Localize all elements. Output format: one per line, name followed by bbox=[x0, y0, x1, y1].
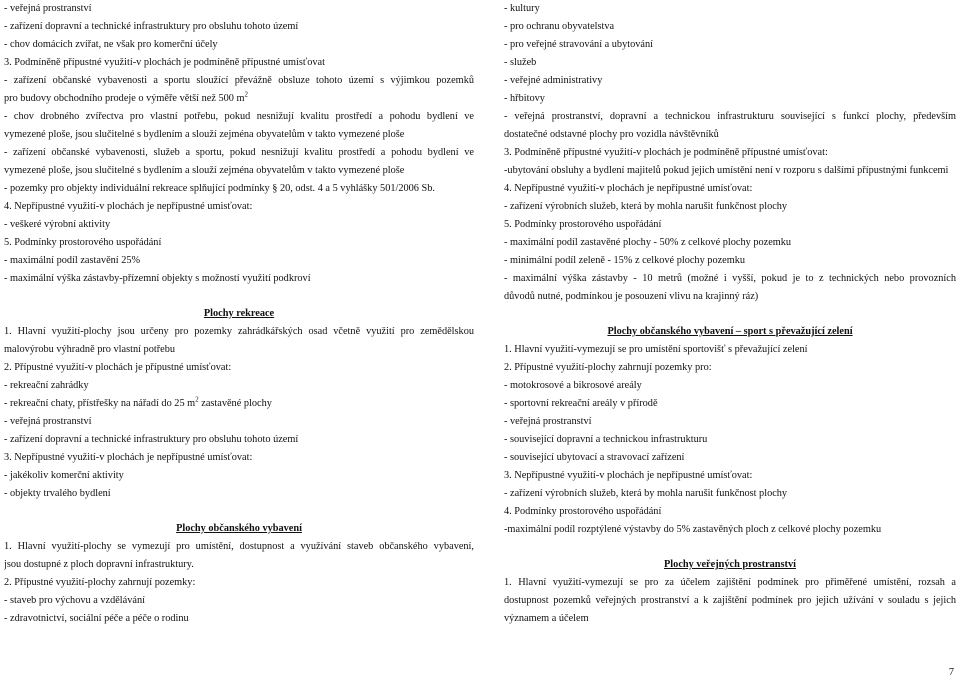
text-line bbox=[4, 90, 474, 108]
text-line: - jakékoliv komerční aktivity bbox=[4, 470, 124, 481]
text-line: 5. Podmínky prostorového uspořádání bbox=[4, 237, 162, 248]
text-line: - zařízení výrobních služeb, která by mohla narušit funkčnost plochy bbox=[504, 488, 788, 499]
right-column bbox=[504, 0, 956, 628]
text-line: dostupnost pozemků veřejných prostranství a k zajištění podmínek pro jejich užívání v souladu s jejich bbox=[504, 595, 956, 606]
text-line: - kultury bbox=[504, 3, 540, 14]
text-span: pro budovy obchodního prodeje o výměře větší než 500 m bbox=[4, 93, 245, 104]
text-line: - služeb bbox=[504, 57, 537, 68]
text-line: - související ubytovací a stravovací zařízení bbox=[504, 452, 685, 463]
text-line: 1. Hlavní využití-plochy se vymezují pro umístění, dostupnost a využívání staveb občanského vybavení, bbox=[4, 541, 474, 552]
text-line: - minimální podíl zeleně - 15% z celkové plochy pozemku bbox=[504, 255, 746, 266]
text-line: - sportovní rekreační areály v přírodě bbox=[504, 398, 658, 409]
text-line: - objekty trvalého bydlení bbox=[4, 488, 111, 499]
left-column bbox=[4, 0, 474, 628]
text-line: malovýrobu výhradně pro vlastní potřebu bbox=[4, 344, 176, 355]
text-line: - související dopravní a technickou infrastrukturu bbox=[504, 434, 708, 445]
text-line: - zdravotnictví, sociální péče a péče o rodinu bbox=[4, 613, 189, 624]
text-line: 3. Nepřípustné využití-v plochách je nepřípustné umísťovat: bbox=[504, 470, 753, 481]
text-line: - motokrosové a bikrosové areály bbox=[504, 380, 642, 391]
text-line: - veřejná prostranství bbox=[4, 3, 92, 14]
text-line: - pozemky pro objekty individuální rekreace splňující podmínky § 20, odst. 4 a 5 vyhlášky 501/2006 Sb. bbox=[4, 183, 435, 194]
text-line: vymezené ploše, jsou slučitelné s bydlením a slouží zejména obyvatelům v takto vymezené ploše bbox=[4, 129, 405, 140]
text-line: - maximální výška zástavby-přízemní objekty s možností využití podkroví bbox=[4, 273, 311, 284]
text-line: - staveb pro výchovu a vzdělávání bbox=[4, 595, 145, 606]
text-line: dostatečné odstavné plochy pro vozidla návštěvníků bbox=[504, 129, 719, 140]
text-line: - chov domácích zvířat, ne však pro komerční účely bbox=[4, 39, 218, 50]
text-line: - veřejné administrativy bbox=[504, 75, 603, 86]
text-span: zastavěné plochy bbox=[198, 398, 272, 409]
text-line: - zařízení výrobních služeb, která by mohla narušit funkčnost plochy bbox=[504, 201, 788, 212]
text-line: - zařízení dopravní a technické infrastruktury pro obsluhu tohoto území bbox=[4, 21, 299, 32]
text-line: - zařízení dopravní a technické infrastruktury pro obsluhu tohoto území bbox=[4, 434, 299, 445]
text-line: 4. Nepřípustné využití-v plochách je nepřípustné umísťovat: bbox=[504, 183, 753, 194]
text-line: vymezené ploše, jsou slučitelné s bydlením a slouží zejména obyvatelům v takto vymezené ploše bbox=[4, 165, 405, 176]
text-line: 2. Přípustné využití-plochy zahrnují pozemky: bbox=[4, 577, 196, 588]
text-line bbox=[4, 395, 474, 413]
text-line: - pro veřejné stravování a ubytování bbox=[504, 39, 653, 50]
text-line: 1. Hlavní využití-plochy jsou určeny pro pozemky zahrádkářských osad včetně využití pro zemědělskou bbox=[4, 326, 474, 337]
section-heading: Plochy rekreace bbox=[203, 308, 275, 319]
text-line: - rekreační zahrádky bbox=[4, 380, 89, 391]
text-line: - zařízení občanské vybavenosti a sportu sloužící převážně obsluze tohoto území s výjimkou pozemků bbox=[4, 75, 474, 86]
text-line: - veřejná prostranství bbox=[504, 416, 592, 427]
superscript: 2 bbox=[195, 395, 199, 404]
page-number: 7 bbox=[948, 667, 954, 678]
text-line: - maximální podíl zastavěné plochy - 50% z celkové plochy pozemku bbox=[504, 237, 792, 248]
superscript: 2 bbox=[244, 90, 248, 99]
text-line: 4. Podmínky prostorového uspořádání bbox=[504, 506, 662, 517]
spacer bbox=[4, 503, 474, 520]
text-line: 3. Podmíněně přípustné využití-v plochách je podmíněně přípustné umísťovat: bbox=[504, 147, 828, 158]
text-line: 1. Hlavní využití-vymezují se pro za účelem zajištění podmínek pro přiměřené umístění, rozsah a bbox=[504, 577, 956, 588]
text-span: - rekreační chaty, přístřešky na nářadí do 25 m bbox=[4, 398, 196, 409]
text-line: - chov drobného zvířectva pro vlastní potřebu, pokud nesnižují kvalitu prostředí a pohodu bydlení ve bbox=[4, 111, 474, 122]
text-line: 1. Hlavní využití-vymezují se pro umístění sportovišť s převažující zelení bbox=[504, 344, 808, 355]
text-line: - zařízení občanské vybavenosti, služeb a sportu, pokud nesnižují kvalitu prostředí a pohodu bydlení ve bbox=[4, 147, 474, 158]
text-line: 2. Přípustné využití-v plochách je přípustné umísťovat: bbox=[4, 362, 232, 373]
text-line: 5. Podmínky prostorového uspořádání bbox=[504, 219, 662, 230]
text-line: - hřbitovy bbox=[504, 93, 545, 104]
text-line: - maximální podíl zastavění 25% bbox=[4, 255, 141, 266]
text-line: -ubytování obsluhy a bydlení majitelů pokud jejich umístění není v rozporu s dalšími přípustnými funkcemi bbox=[504, 165, 949, 176]
section-heading: Plochy veřejných prostranství bbox=[664, 559, 796, 570]
spacer bbox=[504, 539, 956, 556]
text-line: - veřejná prostranství bbox=[4, 416, 92, 427]
section-heading: Plochy občanského vybavení bbox=[176, 523, 302, 534]
text-line: jsou dostupné z ploch dopravní infrastruktury. bbox=[4, 559, 194, 570]
text-line: - maximální výška zástavby - 10 metrů (možné i vyšší, pokud je to z technických nebo provozních bbox=[504, 273, 956, 284]
text-line: 4. Nepřípustné využití-v plochách je nepřípustné umisťovat: bbox=[4, 201, 253, 212]
spacer bbox=[504, 306, 956, 323]
text-line: 3. Nepřípustné využití-v plochách je nepřípustné umísťovat: bbox=[4, 452, 253, 463]
text-line: - veřejná prostranství, dopravní a technickou infrastrukturu související s funkcí plochy, především bbox=[504, 111, 956, 122]
spacer bbox=[4, 288, 474, 305]
section-heading: Plochy občanského vybavení – sport s převažující zelení bbox=[607, 326, 853, 337]
text-line: -maximální podíl rozptýlené výstavby do 5% zastavěných ploch z celkové plochy pozemku bbox=[504, 524, 882, 535]
text-line: 3. Podmíněně přípustné využití-v plochách je podmíněně přípustné umísťovat bbox=[4, 57, 325, 68]
text-line: - pro ochranu obyvatelstva bbox=[504, 21, 615, 32]
text-line: 2. Přípustné využití-plochy zahrnují pozemky pro: bbox=[504, 362, 712, 373]
text-line: významem a účelem bbox=[504, 613, 589, 624]
text-line: - veškeré výrobní aktivity bbox=[4, 219, 111, 230]
text-line: důvodů nutné, podmínkou je posouzení vlivu na krajinný ráz) bbox=[504, 291, 759, 302]
